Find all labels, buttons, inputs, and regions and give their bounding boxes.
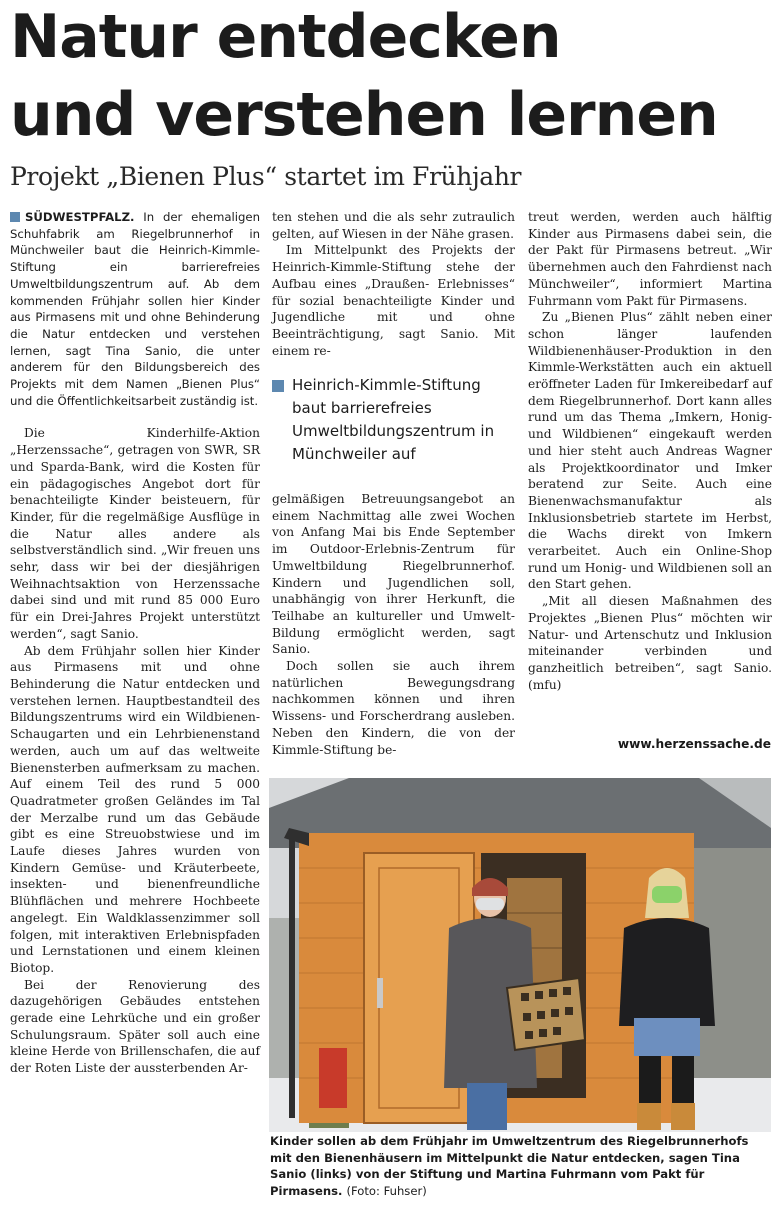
column-2-continuation: ten stehen und die als sehr zutraulich gelten, auf Wiesen in der Nähe grasen. — [272, 210, 515, 241]
caption-text: Kinder sollen ab dem Frühjahr im Umweltzentrum des Riegelbrunnerhofs mit den Bienenhäusern im Mittelpunkt die Natur entdecken, sagen Tina Sanio (links) von der Stiftung und Martina Fuhrmann vom Pakt für Pirmasens. — [270, 1134, 749, 1198]
infobox-square-icon — [272, 380, 284, 392]
photo-credit: (Foto: Fuhser) — [346, 1183, 427, 1198]
paragraph-4-continued: gelmäßigen Betreuungsangebot an einem Nachmittag alle zwei Wochen von Anfang Mai bis Ende September im Outdoor-Erlebnis-Zentrum für Umweltbildung Riegelbrunnerhof. Kindern und Jugendlichen soll, unabhängig von ihrer Herkunft, die Teilhabe an kultureller und Umwelt-Bildung ermöglicht werden, sagt Sanio. — [272, 492, 515, 657]
headline-line-1: Natur entdecken — [10, 2, 561, 72]
website-link[interactable]: www.herzenssache.de — [617, 737, 771, 751]
section-square-icon — [10, 212, 20, 222]
column-2-lower — [272, 491, 515, 758]
lead-paragraph — [10, 209, 260, 409]
subheadline: Projekt „Bienen Plus“ startet im Frühjahr — [10, 162, 522, 191]
column-2 — [272, 209, 515, 359]
photo-caption — [270, 1133, 772, 1199]
article-photo — [269, 778, 771, 1132]
lead-text: In der ehemaligen Schuhfabrik am Riegelbrunnerhof in Münchweiler baut die Heinrich-Kimmle-Stiftung ein barrierefreies Umweltbildungszentrum auf. Ab dem kommenden Frühjahr sollen hier Kinder aus Pirmasens mit und ohne Behinderung die Natur entdecken und verstehen lernen, sagt Tina Sanio, die unter anderem für den Bildungsbereich des Projekts mit dem Namen „Bienen Plus“ und die Öffentlichkeitsarbeit zuständig ist. — [10, 210, 260, 408]
column-1 — [10, 209, 260, 1077]
column-3 — [528, 209, 772, 693]
headline-line-2: und verstehen lernen — [10, 80, 718, 150]
paragraph-7: „Mit all diesen Maßnahmen des Projektes „Bienen Plus“ möchten wir Natur- und Artenschutz und Inklusion miteinander verbinden und ganzheitlich betreiben“, sagt Sanio. (mfu) — [528, 594, 772, 692]
paragraph-2: Ab dem Frühjahr sollen hier Kinder aus Pirmasens mit und ohne Behinderung die Natur entdecken und verstehen lernen. Hauptbestandteil des Bildungszentrums wird ein Wildbienen-Schaugarten und ein Lehrbienenstand werden, auch um auf das weltweite Bienensterben aufmerksam zu machen. Auf einem Teil des rund 5 000 Quadratmeter großen Geländes im Tal der Merzalbe rund um das Gebäude gibt es eine Streuobstwiese und im Laufe dieses Jahres wurden von Kindern Gemüse- und Kräuterbeete, insekten- und bienenfreundliche Blühflächen und mehrere Hochbeete angelegt. Ein Waldklassenzimmer soll folgen, mit interaktiven Erlebnispfaden und Lernstationen und einem kleinen Biotop. — [10, 643, 260, 975]
paragraph-5: Doch sollen sie auch ihrem natürlichen Bewegungsdrang nachkommen können und ihren Wissens- und Forscherdrang ausleben. Neben den Kindern, die von der Kimmle-Stiftung be- — [272, 659, 515, 757]
dateline: SÜDWESTPFALZ. — [25, 210, 135, 224]
paragraph-4: Im Mittelpunkt des Projekts der Heinrich-Kimmle-Stiftung stehe der Aufbau eines „Draußen- Erlebnisses“ für sozial benachteiligte Kinder und Jugendliche mit und ohne Beeinträchtigung, sagt Sanio. Mit einem re- — [272, 243, 515, 358]
paragraph-1: Die Kinderhilfe-Aktion „Herzenssache“, getragen von SWR, SR und Sparda-Bank, wird die Kosten für ein pädagogisches Angebot dort für benachteiligte Kinder beisteuern, für Kinder, für die regelmäßige Ausflüge in die Natur alles andere als selbstverständlich sind. „Wir freuen uns sehr, dass wir bei der diesjährigen Weihnachtsaktion von Herzenssache dabei sind und mit rund 85 000 Euro für ein Drei-Jahres Projekt unterstützt werden“, sagt Sanio. — [10, 426, 260, 641]
column-3-continuation: treut werden, werden auch hälftig Kinder aus Pirmasens dabei sein, die der Pakt für Pirmasens betreut. „Wir übernehmen auch den Fahrdienst nach Münchweiler“, informiert Martina Fuhrmann vom Pakt für Pirmasens. — [528, 210, 772, 308]
headline — [10, 0, 780, 154]
infobox — [272, 374, 515, 484]
paragraph-3: Bei der Renovierung des dazugehörigen Gebäudes entstehen gerade eine Lehrküche und ein großer Schulungsraum. Später soll auch eine kleine Herde von Brillenschafen, die auf der Roten Liste der aussterbenden Ar- — [10, 977, 260, 1076]
paragraph-6: Zu „Bienen Plus“ zählt neben einer schon länger laufenden Wildbienenhäuser-Produktion in den Kimmle-Werkstätten auch ein aktuell eröffneter Laden für Imkereibedarf auf dem Riegelbrunnerhof. Dort kann alles rund um das Thema „Imkern, Honig- und Wildbienen“ eingekauft werden und hier steht auch Andreas Wagner als Projektkoordinator und Imker beratend zur Seite. Auch eine Bienenwachsmanufaktur als Inklusionsbetrieb startete im Herbst, die Wachs direkt von Imkern verarbeitet. Auch ein Online-Shop rund um Honig- und Wildbienen soll an den Start gehen. — [528, 310, 772, 592]
infobox-text: Heinrich-Kimmle-Stiftung baut barrierefreies Umweltbildungszentrum in Münchweiler auf — [292, 376, 495, 463]
